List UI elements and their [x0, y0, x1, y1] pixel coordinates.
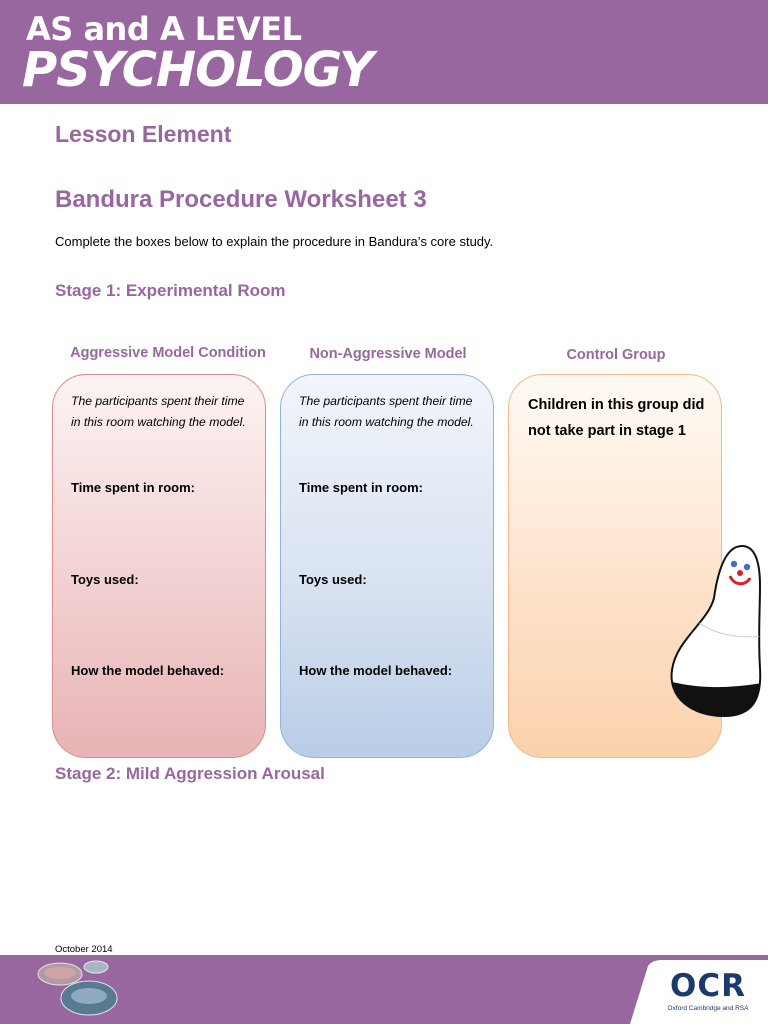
non-aggressive-time-label: Time spent in room:	[299, 480, 423, 495]
lesson-element-heading: Lesson Element	[55, 121, 232, 147]
worksheet-title: Bandura Procedure Worksheet 3	[55, 186, 427, 213]
header-banner	[0, 0, 768, 104]
header-line1: AS and A LEVEL	[26, 10, 302, 48]
control-group-text: Children in this group did not take part in stage 1	[528, 397, 705, 439]
aggressive-column-title: Aggressive Model Condition	[70, 345, 266, 361]
stage1-heading: Stage 1: Experimental Room	[55, 281, 286, 300]
aggressive-toys-label: Toys used:	[71, 572, 139, 587]
non-aggressive-model-box[interactable]	[280, 374, 494, 758]
aggressive-description: The participants spent their time in this room watching the model.	[71, 394, 246, 429]
instruction-text: Complete the boxes below to explain the procedure in Bandura’s core study.	[55, 234, 494, 249]
aggressive-time-label: Time spent in room:	[71, 480, 195, 495]
aggressive-model-box[interactable]	[52, 374, 266, 758]
non-aggressive-description: The participants spent their time in this room watching the model.	[299, 394, 474, 429]
header-line2: PSYCHOLOGY	[22, 42, 373, 98]
non-aggressive-behaviour-label: How the model behaved:	[299, 663, 453, 678]
stage2-heading: Stage 2: Mild Aggression Arousal	[55, 764, 325, 783]
pebbles-illustration	[36, 956, 126, 1022]
bobo-doll-illustration	[664, 540, 768, 724]
non-aggressive-toys-label: Toys used:	[299, 572, 367, 587]
date-text: October 2014	[55, 944, 113, 955]
ocr-logo: OCR	[670, 968, 746, 1004]
ocr-logo-subtext: Oxford Cambridge and RSA	[667, 1005, 749, 1012]
non-aggressive-column-title: Non-Aggressive Model	[309, 346, 467, 362]
control-column-title: Control Group	[566, 347, 666, 363]
aggressive-behaviour-label: How the model behaved:	[71, 663, 225, 678]
